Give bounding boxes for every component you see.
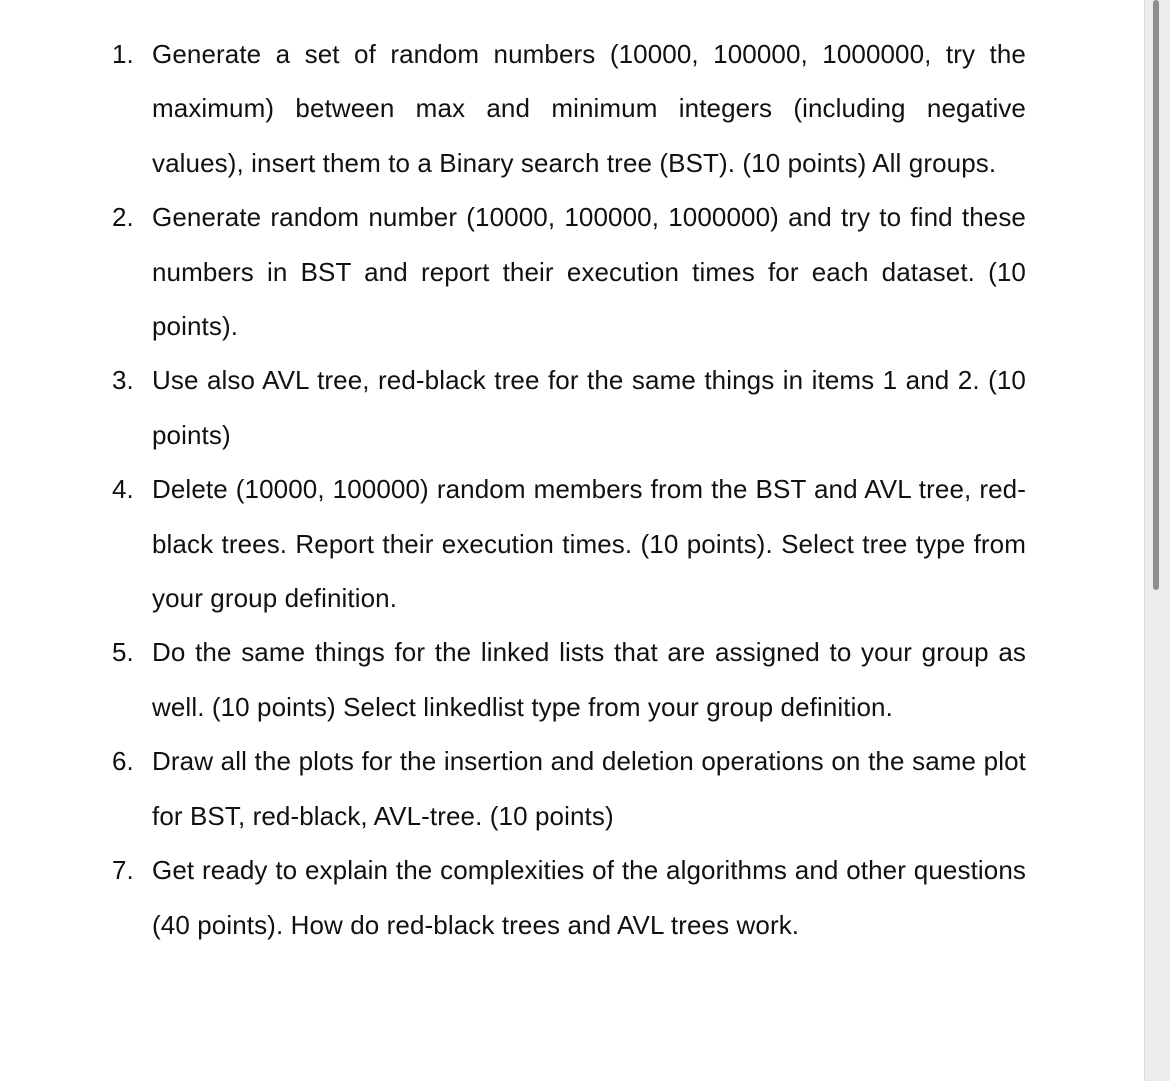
item-number: 2. <box>112 202 134 233</box>
list-item <box>112 625 1026 734</box>
list-item <box>112 353 1026 462</box>
list-item <box>112 27 1026 190</box>
item-number: 7. <box>112 855 134 886</box>
scrollbar-thumb[interactable] <box>1153 0 1159 590</box>
item-text: Delete (10000, 100000) random members from the BST and AVL tree, red-black trees. Report their execution times. (10 points). Select tree type from your group definition. <box>152 474 1026 614</box>
item-number: 6. <box>112 746 134 777</box>
item-number: 4. <box>112 474 134 505</box>
item-text: Generate random number (10000, 100000, 1000000) and try to find these numbers in BST and report their execution times for each dataset. (10 points). <box>152 202 1026 342</box>
item-text: Do the same things for the linked lists that are assigned to your group as well. (10 points) Select linkedlist type from your group definition. <box>152 637 1026 722</box>
item-number: 1. <box>112 39 134 69</box>
item-number: 5. <box>112 637 134 668</box>
list-item <box>112 190 1026 353</box>
list-item <box>112 462 1026 625</box>
item-text: Draw all the plots for the insertion and deletion operations on the same plot for BST, red-black, AVL-tree. (10 points) <box>152 746 1026 831</box>
task-list <box>112 27 1026 952</box>
list-item <box>112 734 1026 843</box>
item-number: 3. <box>112 365 134 396</box>
item-text: Get ready to explain the complexities of the algorithms and other questions (40 points). How do red-black trees and AVL trees work. <box>152 855 1026 940</box>
item-text: Use also AVL tree, red-black tree for the same things in items 1 and 2. (10 points) <box>152 365 1026 450</box>
item-text: Generate a set of random numbers (10000, 100000, 1000000, try the maximum) between max and minimum integers (including negative values), insert them to a Binary search tree (BST). (10 points) All groups. <box>152 39 1026 178</box>
list-item <box>112 843 1026 952</box>
